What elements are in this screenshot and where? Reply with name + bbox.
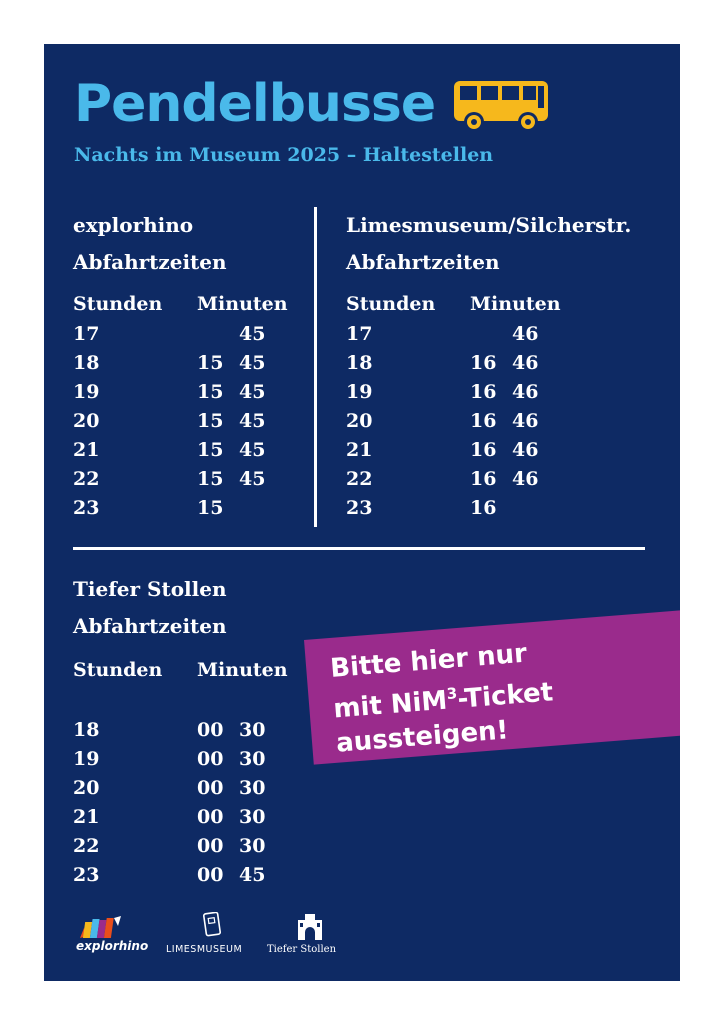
table-row	[73, 410, 293, 434]
minute-cell: 15	[197, 468, 224, 490]
hour-cell: 21	[73, 806, 100, 828]
hour-cell: 19	[346, 381, 373, 403]
minute-cell: 00	[197, 864, 224, 886]
minute-cell: 16	[470, 439, 497, 461]
minutes-header: Minuten	[197, 293, 288, 315]
minute-cell: 15	[197, 352, 224, 374]
table-row	[73, 468, 293, 492]
minute-cell: 15	[197, 497, 224, 519]
hours-header: Stunden	[346, 293, 436, 315]
minute-cell: 00	[197, 777, 224, 799]
stop-name: explorhino	[73, 213, 194, 237]
hour-cell: 23	[73, 864, 100, 886]
minute-cell: 30	[239, 719, 266, 741]
table-row	[346, 410, 566, 434]
table-row	[73, 719, 293, 743]
rhino-logo-icon	[78, 916, 122, 940]
minute-cell: 16	[470, 497, 497, 519]
table-row	[73, 497, 293, 521]
minute-cell: 45	[239, 410, 266, 432]
page-subtitle: Nachts im Museum 2025 – Haltestellen	[74, 144, 494, 166]
minute-cell: 46	[512, 381, 539, 403]
hour-cell: 23	[346, 497, 373, 519]
hour-cell: 18	[346, 352, 373, 374]
hour-cell: 22	[73, 468, 100, 490]
stop-subheading: Abfahrtzeiten	[73, 614, 227, 638]
hour-cell: 21	[346, 439, 373, 461]
minute-cell: 30	[239, 777, 266, 799]
stop-name: Tiefer Stollen	[73, 577, 227, 601]
minute-cell: 00	[197, 806, 224, 828]
table-row	[346, 468, 566, 492]
hour-cell: 19	[73, 381, 100, 403]
hour-cell: 17	[346, 323, 373, 345]
minute-cell: 16	[470, 468, 497, 490]
table-row	[73, 323, 293, 347]
poster	[44, 44, 680, 981]
minute-cell: 46	[512, 323, 539, 345]
minute-cell: 30	[239, 806, 266, 828]
table-row	[73, 777, 293, 801]
minute-cell: 45	[239, 864, 266, 886]
table-row	[346, 497, 566, 521]
table-row	[346, 323, 566, 347]
limesmuseum-logo-icon	[202, 912, 222, 938]
limesmuseum-logo-text: LIMESMUSEUM	[166, 944, 243, 955]
explorhino-logo-text: explorhino	[76, 939, 149, 953]
minute-cell: 00	[197, 748, 224, 770]
minute-cell: 00	[197, 719, 224, 741]
minute-cell: 00	[197, 835, 224, 857]
logo-bar	[74, 912, 374, 962]
table-row	[73, 835, 293, 859]
table-row	[73, 352, 293, 376]
section-divider	[73, 547, 645, 550]
hour-cell: 18	[73, 352, 100, 374]
hours-header: Stunden	[73, 293, 163, 315]
minute-cell: 16	[470, 410, 497, 432]
column-divider	[314, 207, 317, 527]
minutes-header: Minuten	[197, 659, 288, 681]
minute-cell: 30	[239, 748, 266, 770]
stop-tiefer-stollen	[73, 571, 288, 886]
hour-cell: 20	[73, 777, 100, 799]
notice-line-1: Bitte hier nur	[329, 638, 528, 684]
table-row	[73, 806, 293, 830]
minute-cell: 46	[512, 468, 539, 490]
stop-subheading: Abfahrtzeiten	[73, 250, 227, 274]
notice-text	[329, 635, 557, 761]
hour-cell: 20	[73, 410, 100, 432]
minute-cell: 45	[239, 323, 266, 345]
stop-limesmuseum	[346, 207, 632, 519]
minute-cell: 15	[197, 381, 224, 403]
stop-explorhino	[73, 207, 288, 519]
bus-icon	[452, 79, 550, 135]
hour-cell: 22	[346, 468, 373, 490]
table-row	[73, 864, 293, 888]
hour-cell: 17	[73, 323, 100, 345]
notice-line-3: aussteigen!	[335, 714, 510, 759]
hour-cell: 20	[346, 410, 373, 432]
minute-cell: 45	[239, 468, 266, 490]
hours-header: Stunden	[73, 659, 163, 681]
hour-cell: 22	[73, 835, 100, 857]
hour-cell: 18	[73, 719, 100, 741]
tiefer-stollen-logo-text: Tiefer Stollen	[267, 944, 337, 955]
notice-line-2-pre: mit NiM	[332, 685, 449, 725]
minute-cell: 45	[239, 352, 266, 374]
table-row	[73, 748, 293, 772]
minutes-header: Minuten	[470, 293, 561, 315]
hour-cell: 23	[73, 497, 100, 519]
minute-cell: 30	[239, 835, 266, 857]
notice-superscript: 3	[445, 684, 458, 703]
minute-cell: 16	[470, 352, 497, 374]
minute-cell: 46	[512, 352, 539, 374]
stop-name: Limesmuseum/Silcherstr.	[346, 213, 632, 237]
minute-cell: 45	[239, 439, 266, 461]
table-row	[73, 381, 293, 405]
table-row	[73, 439, 293, 463]
stop-subheading: Abfahrtzeiten	[346, 250, 500, 274]
table-row	[346, 439, 566, 463]
minute-cell: 15	[197, 439, 224, 461]
minute-cell: 16	[470, 381, 497, 403]
table-row	[346, 352, 566, 376]
minute-cell: 45	[239, 381, 266, 403]
minute-cell: 15	[197, 410, 224, 432]
gate-logo-icon	[296, 912, 324, 942]
hour-cell: 21	[73, 439, 100, 461]
page-title: Pendelbusse	[74, 74, 436, 134]
hour-cell: 19	[73, 748, 100, 770]
minute-cell: 46	[512, 439, 539, 461]
notice-line-2-post: -Ticket	[456, 677, 555, 715]
table-row	[346, 381, 566, 405]
minute-cell: 46	[512, 410, 539, 432]
ticket-notice-banner	[304, 609, 680, 765]
